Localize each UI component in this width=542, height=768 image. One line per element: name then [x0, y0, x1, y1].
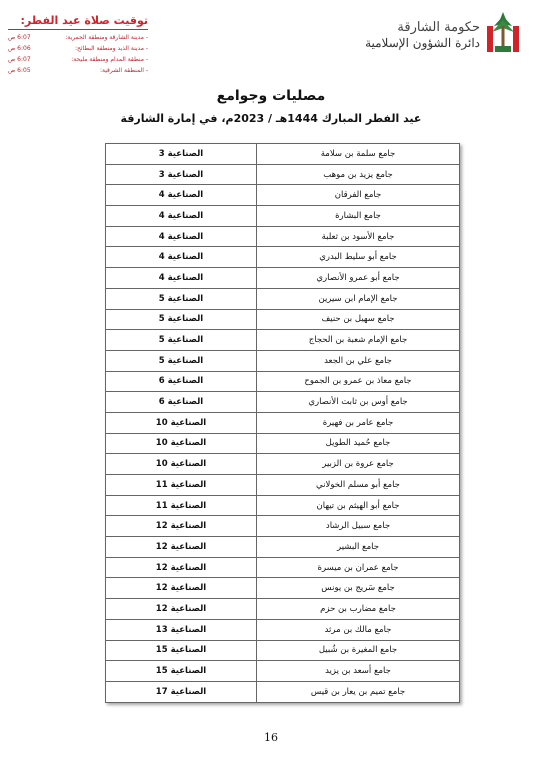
table-row [106, 454, 460, 475]
eid-prayer-times [8, 14, 148, 76]
prayer-time-area: - المنطقة الشرقية: [99, 67, 148, 74]
table-row [106, 392, 460, 413]
mosque-name-cell: جامع عمران بن ميسرة [257, 557, 460, 578]
mosque-name-cell: جامع أوس بن ثابت الأنصاري [257, 392, 460, 413]
mosque-name-cell: جامع تميم بن يعار بن قيس [257, 681, 460, 702]
table-row [106, 433, 460, 454]
prayer-time-area: - مدينة الذيد ومنطقة البطائح: [74, 45, 148, 52]
prayer-time-area: - مدينة الشارقة ومنطقة الحمرية: [65, 34, 148, 41]
table-row [106, 350, 460, 371]
area-cell: الصناعية 5 [106, 288, 257, 309]
table-row [106, 495, 460, 516]
mosque-name-cell: جامع أبو مسلم الخولاني [257, 475, 460, 496]
prayer-time-row [8, 43, 148, 54]
table-row [106, 661, 460, 682]
table-row [106, 268, 460, 289]
area-cell: الصناعية 12 [106, 578, 257, 599]
mosque-table [105, 143, 460, 703]
area-cell: الصناعية 4 [106, 268, 257, 289]
prayer-time-value: 6:07 ص [8, 34, 31, 41]
table-row [106, 578, 460, 599]
mosque-name-cell: جامع مضارب بن حزم [257, 599, 460, 620]
mosque-table-body [106, 144, 460, 703]
emblem-icon [486, 10, 520, 54]
mosque-name-cell: جامع سهيل بن حنيف [257, 309, 460, 330]
table-row [106, 537, 460, 558]
mosque-name-cell: جامع الفرقان [257, 185, 460, 206]
table-row [106, 640, 460, 661]
table-row [106, 185, 460, 206]
page-subtitle: عيد الفطر المبارك 1444هـ / 2023م، في إمارة الشارقة [120, 112, 422, 125]
area-cell: الصناعية 4 [106, 185, 257, 206]
area-cell: الصناعية 6 [106, 392, 257, 413]
mosque-name-cell: جامع الإمام ابن سيرين [257, 288, 460, 309]
government-name: حكومة الشارقة [397, 20, 480, 35]
prayer-time-area: - منطقة المدام ومنطقة مليحة: [71, 56, 148, 63]
mosque-name-cell: جامع معاذ بن عمرو بن الجموح [257, 371, 460, 392]
department-name: دائرة الشؤون الإسلامية [365, 36, 480, 50]
mosque-name-cell: جامع عروة بن الزبير [257, 454, 460, 475]
area-cell: الصناعية 5 [106, 350, 257, 371]
area-cell: الصناعية 10 [106, 454, 257, 475]
table-row [106, 144, 460, 165]
table-row [106, 164, 460, 185]
mosque-name-cell: جامع عامر بن فهيرة [257, 412, 460, 433]
area-cell: الصناعية 5 [106, 330, 257, 351]
area-cell: الصناعية 15 [106, 661, 257, 682]
area-cell: الصناعية 12 [106, 557, 257, 578]
mosque-name-cell: جامع سلمة بن سلامة [257, 144, 460, 165]
mosque-name-cell: جامع البشير [257, 537, 460, 558]
prayer-time-row [8, 32, 148, 43]
mosque-name-cell: جامع أسعد بن يزيد [257, 661, 460, 682]
prayer-time-row [8, 54, 148, 65]
table-row [106, 475, 460, 496]
mosque-name-cell: جامع حُميد الطويل [257, 433, 460, 454]
area-cell: الصناعية 6 [106, 371, 257, 392]
area-cell: الصناعية 15 [106, 640, 257, 661]
table-row [106, 247, 460, 268]
prayer-time-row [8, 65, 148, 76]
mosque-name-cell: جامع مالك بن مرثد [257, 619, 460, 640]
prayer-time-value: 6:06 ص [8, 45, 31, 52]
prayer-times-title: توقيت صلاة عيد الفطر: [8, 14, 148, 30]
mosque-name-cell: جامع الأسود بن ثعلبة [257, 226, 460, 247]
prayer-time-value: 6:07 ص [8, 56, 31, 63]
area-cell: الصناعية 12 [106, 599, 257, 620]
government-logo [360, 10, 520, 60]
mosque-name-cell: جامع يزيد بن موهب [257, 164, 460, 185]
table-row [106, 681, 460, 702]
table-row [106, 226, 460, 247]
table-row [106, 599, 460, 620]
mosque-name-cell: جامع المغيرة بن شُبيل [257, 640, 460, 661]
table-row [106, 619, 460, 640]
area-cell: الصناعية 4 [106, 226, 257, 247]
page-header [0, 0, 542, 90]
table-row [106, 206, 460, 227]
area-cell: الصناعية 4 [106, 206, 257, 227]
table-row [106, 309, 460, 330]
page-title: مصليات وجوامع [216, 88, 326, 104]
mosque-name-cell: جامع الإمام شعبة بن الحجاج [257, 330, 460, 351]
area-cell: الصناعية 3 [106, 164, 257, 185]
table-row [106, 557, 460, 578]
area-cell: الصناعية 17 [106, 681, 257, 702]
mosque-name-cell: جامع سَريج بن يونس [257, 578, 460, 599]
mosque-name-cell: جامع سبيل الرشاد [257, 516, 460, 537]
mosque-name-cell: جامع أبو الهيثم بن تيهان [257, 495, 460, 516]
area-cell: الصناعية 12 [106, 516, 257, 537]
table-row [106, 330, 460, 351]
mosque-name-cell: جامع علي بن الجعد [257, 350, 460, 371]
area-cell: الصناعية 12 [106, 537, 257, 558]
table-row [106, 288, 460, 309]
mosque-name-cell: جامع البشارة [257, 206, 460, 227]
area-cell: الصناعية 11 [106, 495, 257, 516]
table-row [106, 412, 460, 433]
area-cell: الصناعية 4 [106, 247, 257, 268]
area-cell: الصناعية 5 [106, 309, 257, 330]
table-row [106, 371, 460, 392]
prayer-time-value: 6:05 ص [8, 67, 31, 74]
table-row [106, 516, 460, 537]
page-number: 16 [264, 731, 278, 744]
area-cell: الصناعية 11 [106, 475, 257, 496]
area-cell: الصناعية 10 [106, 433, 257, 454]
mosque-name-cell: جامع أبو سليط البدري [257, 247, 460, 268]
area-cell: الصناعية 10 [106, 412, 257, 433]
area-cell: الصناعية 3 [106, 144, 257, 165]
area-cell: الصناعية 13 [106, 619, 257, 640]
mosque-name-cell: جامع أبو عمرو الأنصاري [257, 268, 460, 289]
